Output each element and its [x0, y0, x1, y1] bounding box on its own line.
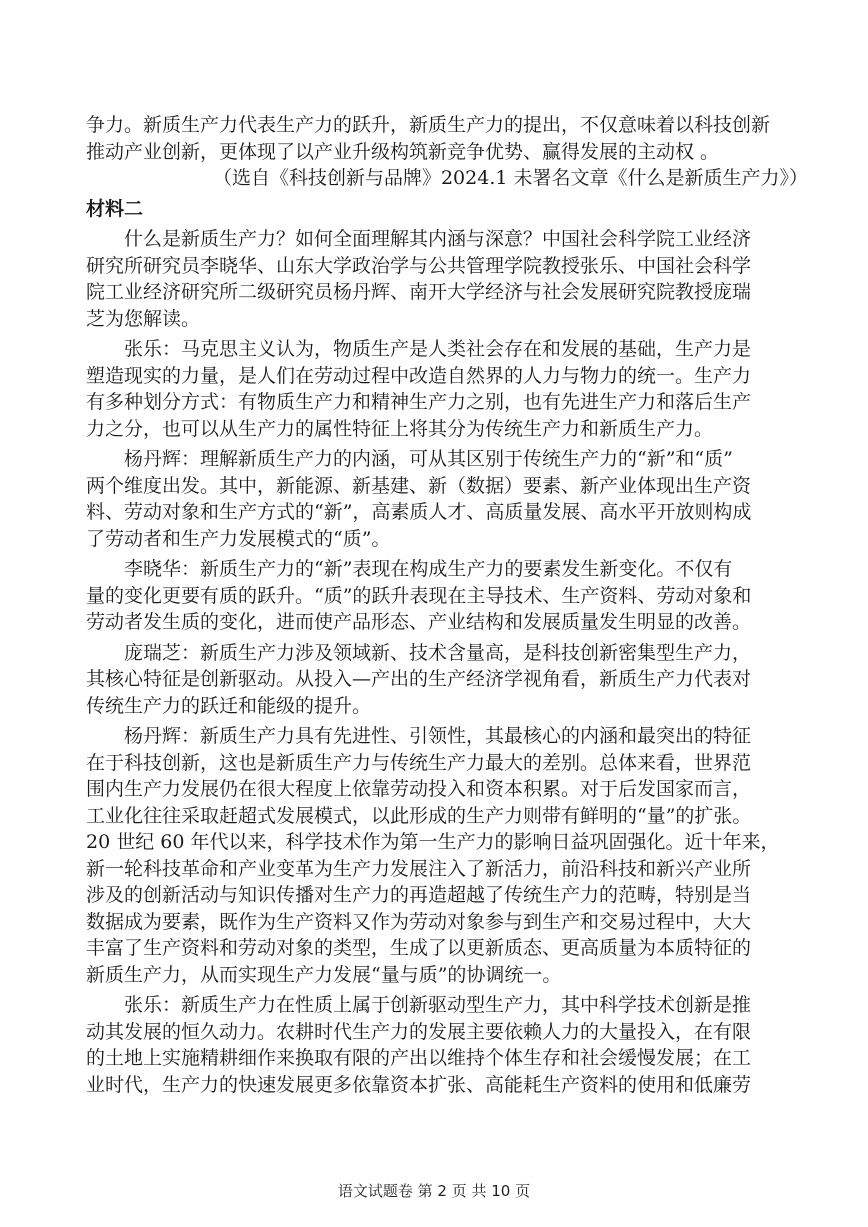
text-line: 的土地上实施精耕细作来换取有限的产出以维持个体生存和社会缓慢发展；在工 — [86, 1047, 752, 1069]
text-line: 新一轮科技革命和产业变革为生产力发展注入了新活力，前沿科技和新兴产业所 — [86, 857, 752, 880]
text-line: 杨丹辉：理解新质生产力的内涵，可从其区别于传统生产力的“新”和“质” — [124, 448, 733, 470]
text-line: 院工业经济研究所二级研究员杨丹辉、南开大学经济与社会发展研究院教授庞瑞 — [86, 281, 752, 303]
text-line: 了劳动者和生产力发展模式的“质”。 — [86, 527, 391, 550]
text-line: 丰富了生产资料和劳动对象的类型，生成了以更新质态、更高质量为本质特征的 — [86, 937, 752, 959]
text-line: 推动产业创新，更体现了以产业升级构筑新竞争优势、赢得发展的主动权 。 — [86, 140, 720, 163]
text-line: 两个维度出发。其中，新能源、新基建、新（数据）要素、新产业体现出生产资 — [86, 474, 752, 497]
text-line: 传统生产力的跃迁和能级的提升。 — [86, 694, 372, 717]
text-line: 什么是新质生产力？如何全面理解其内涵与深意？中国社会科学院工业经济 — [124, 228, 752, 250]
section-heading: 材料二 — [86, 197, 144, 220]
text-line: 20 世纪 60 年代以来，科学技术作为第一生产力的影响日益巩固强化。近十年来， — [86, 831, 780, 853]
document-body — [86, 112, 814, 1098]
text-line: 塑造现实的力量，是人们在劳动过程中改造自然界的人力与物力的统一。生产力 — [86, 364, 752, 387]
text-line: 张乐：新质生产力在性质上属于创新驱动型生产力，其中科学技术创新是推 — [124, 994, 752, 1016]
text-line: 芝为您解读。 — [86, 307, 201, 330]
text-line: 数据成为要素，既作为生产资料又作为劳动对象参与到生产和交易过程中，大大 — [86, 910, 752, 933]
text-line: 量的变化更要有质的跃升。“质”的跃升表现在主导技术、生产资料、劳动对象和 — [86, 584, 752, 607]
source-citation: （选自《科技创新与品牌》2024.1 未署名文章《什么是新质生产力》） — [212, 167, 808, 189]
page-footer: 语文试题卷 第 2 页 共 10 页 — [337, 1182, 531, 1200]
text-line: 新质生产力，从而实现生产力发展“量与质”的协调统一。 — [86, 963, 562, 986]
text-line: 张乐：马克思主义认为，物质生产是人类社会存在和发展的基础，生产力是 — [124, 338, 752, 360]
text-line: 有多种划分方式：有物质生产力和精神生产力之别，也有先进生产力和落后生产 — [86, 391, 752, 413]
text-line: 研究所研究员李晓华、山东大学政治学与公共管理学院教授张乐、中国社会科学 — [86, 254, 752, 277]
text-line: 劳动者发生质的变化，进而使产品形态、产业结构和发展质量发生明显的改善。 — [86, 611, 752, 633]
text-line: 围内生产力发展仍在很大程度上依靠劳动投入和资本积累。对于后发国家而言， — [86, 778, 752, 800]
text-line: 在于科技创新，这也是新质生产力与传统生产力最大的差别。总体来看，世界范 — [86, 751, 752, 774]
text-line: 料、劳动对象和生产方式的“新”，高素质人才、高质量发展、高水平开放则构成 — [86, 501, 752, 523]
text-line: 争力。新质生产力代表生产力的跃升，新质生产力的提出，不仅意味着以科技创新 — [86, 114, 771, 136]
text-line: 力之分，也可以从生产力的属性特征上将其分为传统生产力和新质生产力。 — [86, 417, 714, 440]
text-line: 庞瑞芝：新质生产力涉及领域新、技术含量高，是科技创新密集型生产力， — [124, 641, 752, 664]
text-line: 工业化往往采取赶超式发展模式，以此形成的生产力则带有鲜明的“量”的扩张。 — [86, 804, 752, 827]
text-line: 业时代，生产力的快速发展更多依靠资本扩张、高能耗生产资料的使用和低廉劳 — [86, 1073, 752, 1096]
text-line: 李晓华：新质生产力的“新”表现在构成生产力的要素发生新变化。不仅有 — [124, 558, 733, 580]
text-line: 涉及的创新活动与知识传播对生产力的再造超越了传统生产力的范畴，特别是当 — [86, 884, 752, 906]
text-line: 其核心特征是创新驱动。从投入—产出的生产经济学视角看，新质生产力代表对 — [86, 668, 752, 690]
text-line: 杨丹辉：新质生产力具有先进性、引领性，其最核心的内涵和最突出的特征 — [124, 725, 752, 747]
text-line: 动其发展的恒久动力。农耕时代生产力的发展主要依赖人力的大量投入，在有限 — [86, 1020, 752, 1043]
